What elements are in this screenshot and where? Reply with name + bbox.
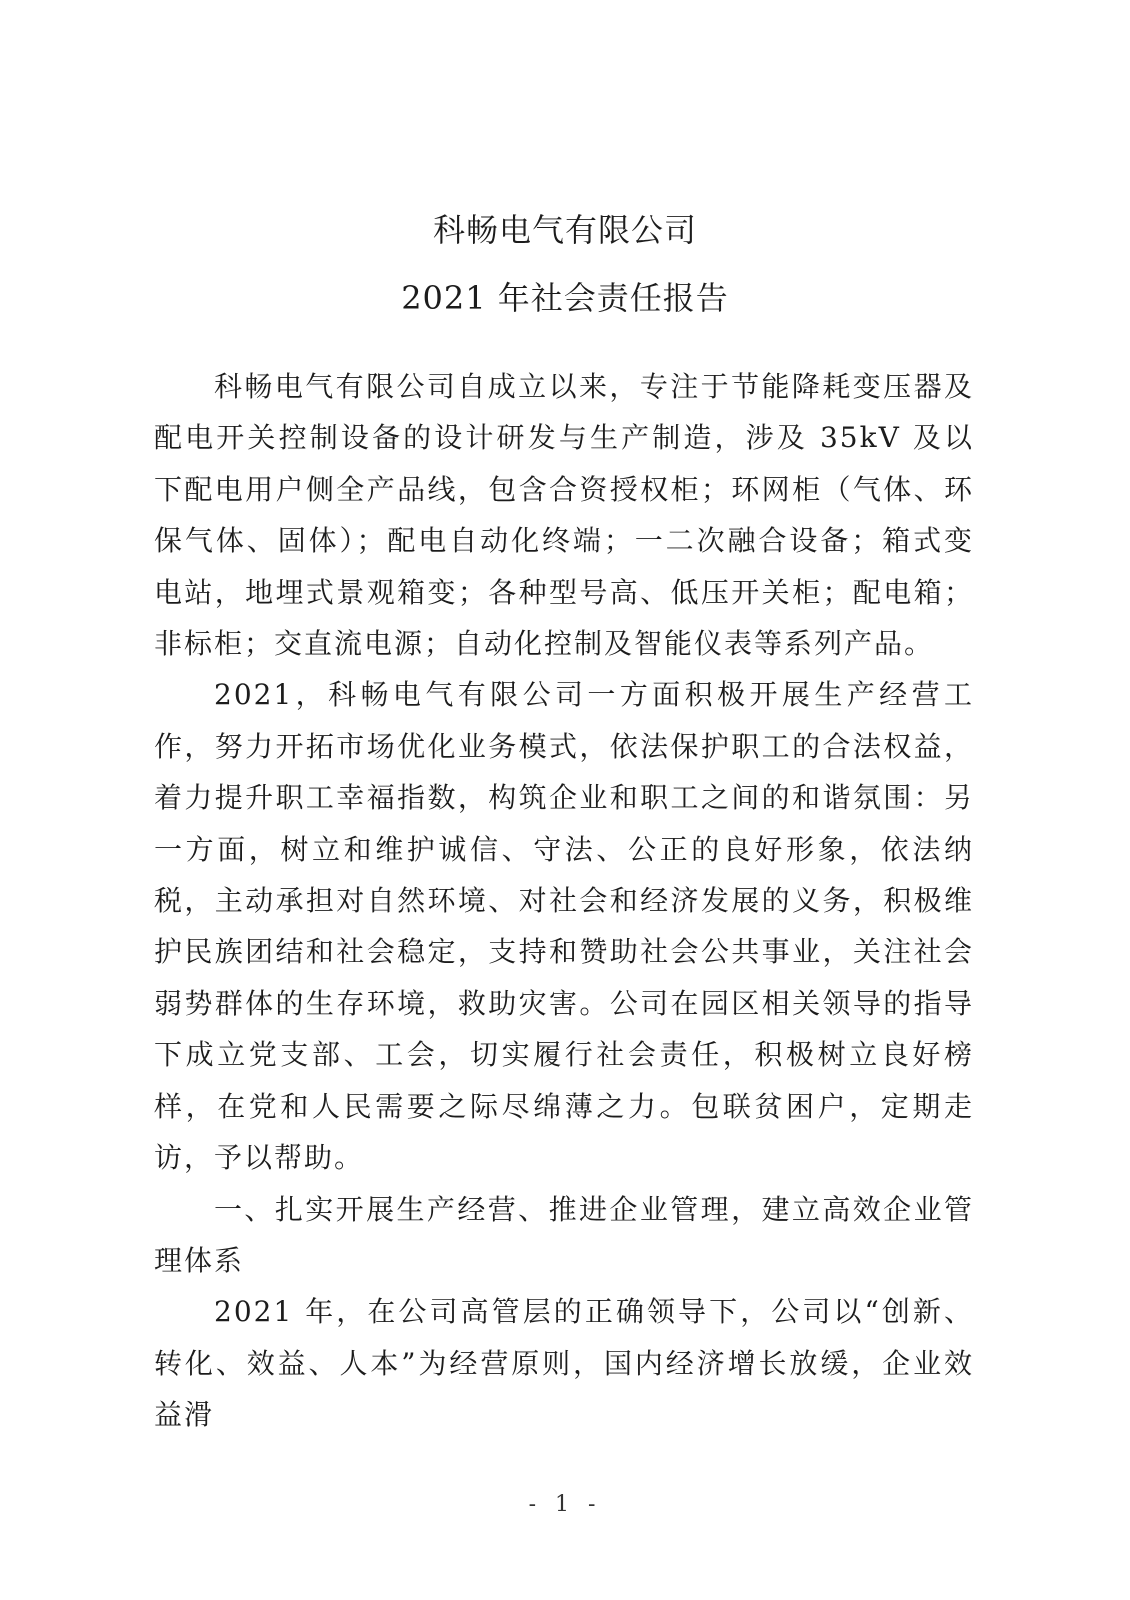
page-number: - 1 - [528, 1492, 602, 1517]
paragraph-section-1-start: 2021 年，在公司高管层的正确领导下，公司以“创新、转化、效益、人本”为经营原则，国内经济增长放缓，企业效益滑 [154, 1295, 974, 1432]
document-body [154, 361, 974, 1441]
paragraph-intro: 科畅电气有限公司自成立以来，专注于节能降耗变压器及配电开关控制设备的设计研发与生产制造，涉及 35kV 及以下配电用户侧全产品线，包含合资授权柜；环网柜（气体、环保气体、固体）；配电自动化终端；一二次融合设备；箱式变电站，地埋式景观箱变；各种型号高、低压开关柜；配电箱；非标柜；交直流电源；自动化控制及智能仪表等系列产品。 [154, 370, 974, 661]
title-block [0, 212, 1130, 316]
document-title-company: 科畅电气有限公司 [432, 211, 697, 249]
document-title-report: 2021 年社会责任报告 [401, 279, 729, 317]
section-heading-1: 一、扎实开展生产经营、推进企业管理，建立高效企业管理体系 [154, 1192, 974, 1277]
paragraph-2021-overview: 2021，科畅电气有限公司一方面积极开展生产经营工作，努力开拓市场优化业务模式，依法保护职工的合法权益，着力提升职工幸福指数，构筑企业和职工之间的和谐氛围：另一方面，树立和维护诚信、守法、公正的良好形象，依法纳税，主动承担对自然环境、对社会和经济发展的义务，积极维护民族团结和社会稳定，支持和赞助社会公共事业，关注社会弱势群体的生存环境，救助灾害。公司在园区相关领导的指导下成立党支部、工会，切实履行社会责任，积极树立良好榜样，在党和人民需要之际尽绵薄之力。包联贫困户，定期走访，予以帮助。 [154, 678, 974, 1175]
